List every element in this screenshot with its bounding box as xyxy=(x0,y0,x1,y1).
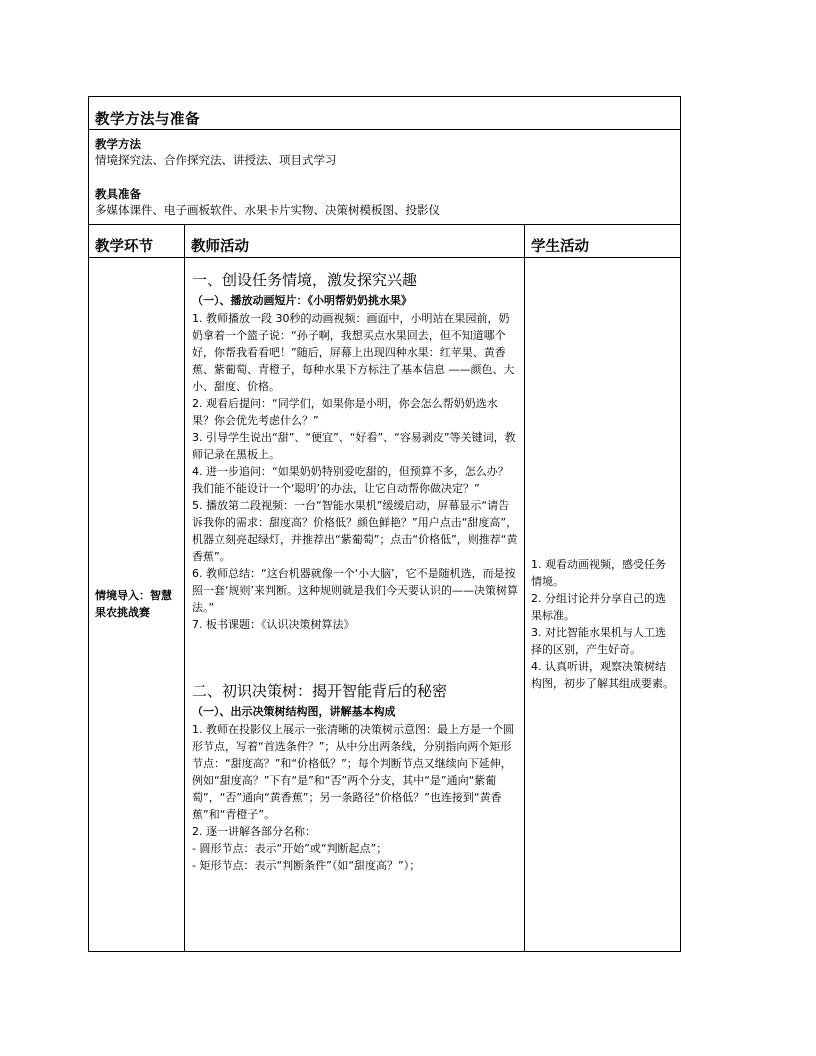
part1-item: 2. 观看后提问：“同学们，如果你是小明，你会怎么帮奶奶选水果？你会优先考虑什么？” xyxy=(192,397,498,427)
part1-item: 3. 引导学生说出“甜”、“便宜”、“好看”、“容易剥皮”等关键词，教师记录在黑板上。 xyxy=(192,431,516,461)
lesson-plan-table xyxy=(88,96,681,952)
column-header-stage: 教学环节 xyxy=(95,239,153,255)
methods-row xyxy=(89,130,681,225)
section-title: 教学方法与准备 xyxy=(95,112,200,128)
student-item: 1. 观看动画视频，感受任务情境。 xyxy=(531,557,666,588)
part2-subtitle: （一）、出示决策树结构图，讲解基本构成 xyxy=(192,705,396,718)
student-item: 4. 认真听讲，观察决策树结构图，初步了解其组成要素。 xyxy=(531,659,674,690)
teacher-activity xyxy=(185,258,524,874)
tools-label: 教具准备 xyxy=(95,187,141,201)
methods-text: 情境探究法、合作探究法、讲授法、项目式学习 xyxy=(95,153,337,167)
column-header-student: 学生活动 xyxy=(531,239,589,255)
part1-item: 1. 教师播放一段 30秒的动画视频：画面中，小明站在果园前，奶奶拿着一个篮子说：“孙子啊，我想买点水果回去，但不知道哪个好，你帮我看看吧！”随后，屏幕上出现四种水果：红苹果、黄香蕉、紫葡萄、青橙子，每种水果下方标注了基本信息 ——颜色、大小、甜度、价格。 xyxy=(192,312,515,393)
part2-item: 1. 教师在投影仪上展示一张清晰的决策树示意图：最上方是一个圆形节点，写着“首选条件？”；从中分出两条线，分别指向两个矩形节点：“甜度高？”和“价格低？”；每个判断节点又继续向下延伸，例如“甜度高？”下有“是”和“否”两个分支，其中“是”通向“紫葡萄”，“否”通向“黄香蕉”；另一条路径“价格低？”也连接到“黄香蕉”和“青橙子”。 xyxy=(192,723,514,821)
part2-title: 二、初识决策树：揭开智能背后的秘密 xyxy=(192,682,448,700)
part1-title: 一、创设任务情境，激发探究兴趣 xyxy=(192,271,418,289)
part1-item: 5. 播放第二段视频：一台“智能水果机”缓缓启动，屏幕显示“请告诉我你的需求：甜度高？价格低？颜色鲜艳？”用户点击“甜度高”，机器立刻亮起绿灯，并推荐出“紫葡萄”；点击“价格低”，则推荐“黄香蕉”。 xyxy=(192,499,518,563)
student-item: 3. 对比智能水果机与人工选择的区别，产生好奇。 xyxy=(531,625,666,656)
activity-row xyxy=(89,258,681,952)
part1-item: 4. 进一步追问：“如果奶奶特别爱吃甜的，但预算不多，怎么办？我们能不能设计一个‘聪明’的办法，让它自动帮你做决定？” xyxy=(192,465,509,495)
part2-item: - 圆形节点：表示“开始”或“判断起点”； xyxy=(192,842,388,855)
student-activity xyxy=(525,556,680,692)
part1-subtitle: （一）、播放动画短片：《小明帮奶奶挑水果》 xyxy=(192,294,412,307)
section-header-row xyxy=(89,97,681,130)
tools-text: 多媒体课件、电子画板软件、水果卡片实物、决策树模板图、投影仪 xyxy=(95,203,440,217)
part1-item: 6. 教师总结：“这台机器就像一个‘小大脑’，它不是随机选，而是按照一套‘规则’来判断。这种规则就是我们今天要认识的——决策树算法。” xyxy=(192,567,518,614)
part1-item: 7. 板书课题：《认识决策树算法》 xyxy=(192,618,355,631)
column-header-row xyxy=(89,225,681,258)
column-header-teacher: 教师活动 xyxy=(191,239,249,255)
part2-item: 2. 逐一讲解各部分名称： xyxy=(192,825,316,838)
part2-item: - 矩形节点：表示“判断条件”（如“甜度高？”）； xyxy=(192,859,421,872)
student-item: 2. 分组讨论并分享自己的选果标准。 xyxy=(531,591,666,622)
methods-label: 教学方法 xyxy=(95,137,141,151)
stage-name: 情境导入：智慧果农挑战赛 xyxy=(95,588,172,619)
